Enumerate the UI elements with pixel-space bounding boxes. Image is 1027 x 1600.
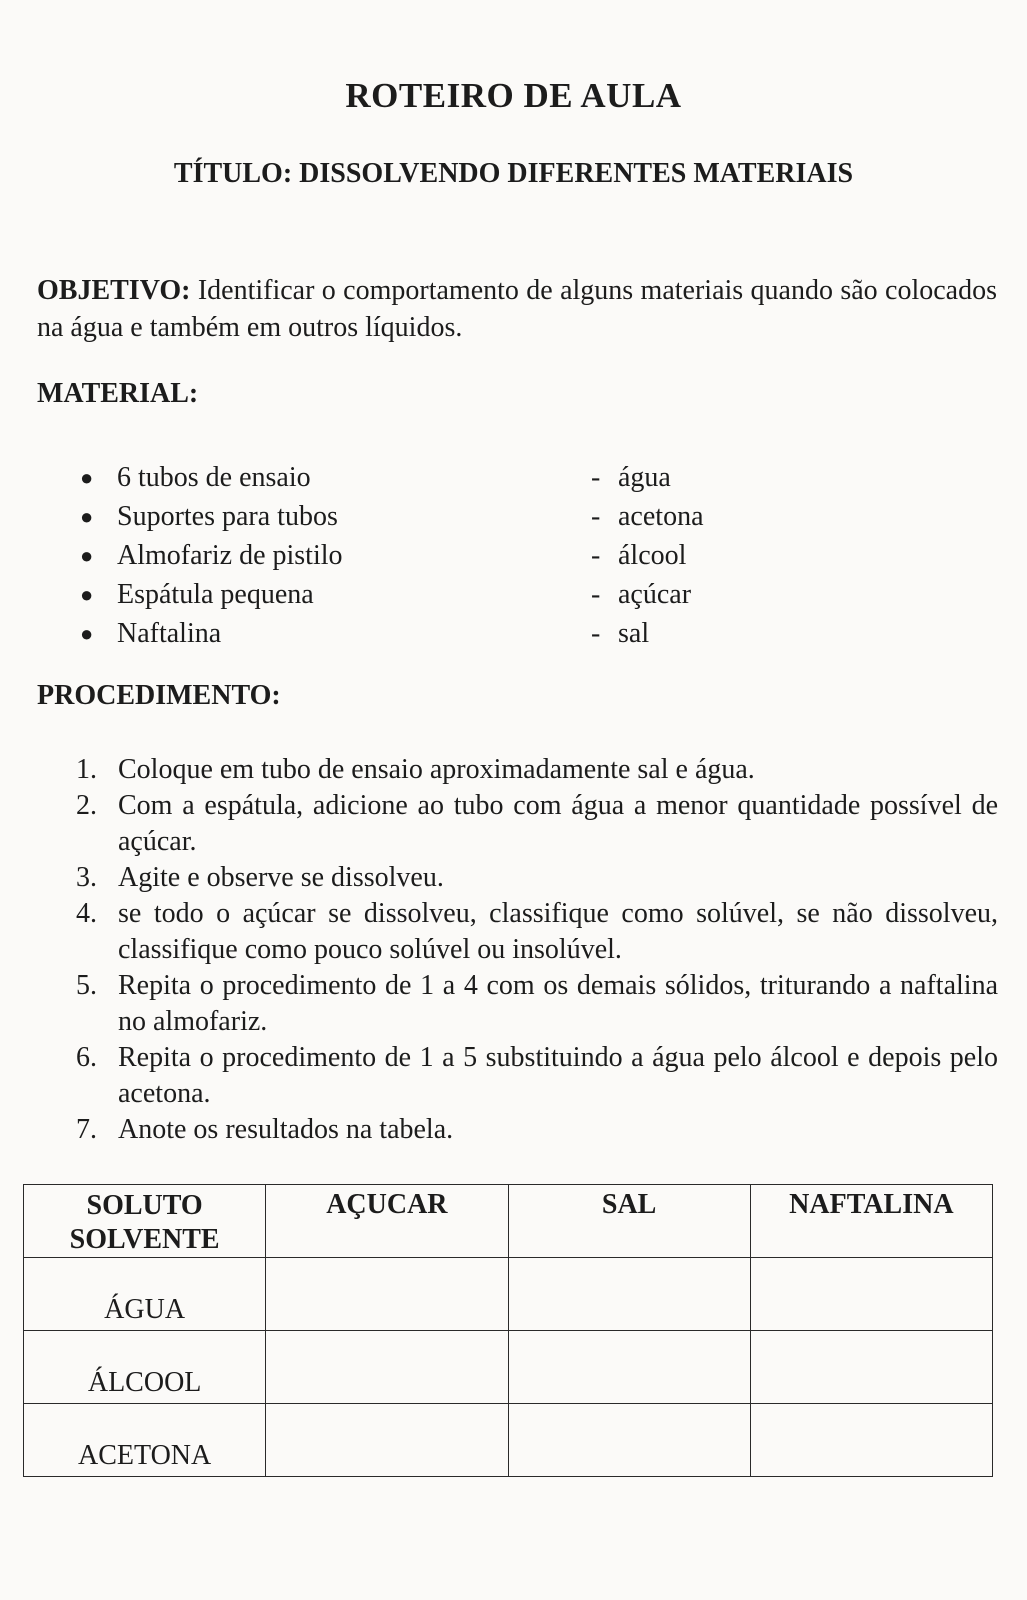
row-header-cell: ACETONA <box>24 1404 266 1477</box>
procedure-step <box>76 752 998 788</box>
step-number: 7. <box>76 1114 97 1145</box>
step-text: Coloque em tubo de ensaio aproximadamente sal e água. <box>118 754 755 785</box>
step-number: 3. <box>76 862 97 893</box>
list-item <box>80 575 343 614</box>
empty-cell[interactable] <box>750 1404 992 1477</box>
bullet-icon: ● <box>80 543 94 568</box>
equipment-item: Almofariz de pistilo <box>117 540 343 571</box>
list-item <box>80 458 343 497</box>
procedure-step <box>76 1112 998 1148</box>
list-item <box>591 536 704 575</box>
bullet-icon: ● <box>80 582 94 607</box>
column-header: NAFTALINA <box>750 1185 992 1258</box>
table-row <box>24 1331 993 1404</box>
procedure-step <box>76 896 998 968</box>
empty-cell[interactable] <box>508 1404 750 1477</box>
substance-item: álcool <box>618 540 687 571</box>
equipment-item: Suportes para tubos <box>117 501 338 532</box>
step-number: 1. <box>76 754 97 785</box>
column-header: SAL <box>508 1185 750 1258</box>
page-subtitle: TÍTULO: DISSOLVENDO DIFERENTES MATERIAIS <box>173 158 854 189</box>
bullet-icon: ● <box>80 465 94 490</box>
step-text: Com a espátula, adicione ao tubo com água a menor quantidade possível de açúcar. <box>118 790 998 857</box>
step-text: Repita o procedimento de 1 a 4 com os demais sólidos, triturando a naftalina no almofariz. <box>118 970 998 1037</box>
procedure-step <box>76 788 998 860</box>
list-item <box>80 536 343 575</box>
objective-label: OBJETIVO: <box>37 275 191 306</box>
corner-solute-label: SOLUTO <box>86 1190 203 1221</box>
results-table <box>23 1184 993 1477</box>
empty-cell[interactable] <box>750 1331 992 1404</box>
corner-header-cell <box>24 1185 266 1258</box>
objective-text: Identificar o comportamento de alguns materiais quando são colocados na água e também em outros líquidos. <box>37 275 997 343</box>
row-header-cell: ÁLCOOL <box>24 1331 266 1404</box>
step-number: 4. <box>76 898 97 929</box>
empty-cell[interactable] <box>508 1258 750 1331</box>
empty-cell[interactable] <box>266 1258 508 1331</box>
equipment-item: 6 tubos de ensaio <box>117 462 311 493</box>
procedure-heading: PROCEDIMENTO: <box>37 680 281 711</box>
procedure-step <box>76 860 998 896</box>
step-number: 5. <box>76 970 97 1001</box>
equipment-item: Naftalina <box>117 618 222 649</box>
list-item <box>591 614 704 653</box>
list-item <box>591 575 704 614</box>
substance-list <box>591 458 704 653</box>
substance-item: acetona <box>618 501 704 532</box>
bullet-icon: ● <box>80 504 94 529</box>
step-number: 2. <box>76 790 97 821</box>
page-title: ROTEIRO DE AULA <box>345 76 682 115</box>
procedure-step <box>76 968 998 1040</box>
substance-item: açúcar <box>618 579 692 610</box>
empty-cell[interactable] <box>750 1258 992 1331</box>
corner-solvent-label: SOLVENTE <box>69 1224 220 1255</box>
step-number: 6. <box>76 1042 97 1073</box>
empty-cell[interactable] <box>266 1331 508 1404</box>
procedure-step <box>76 1040 998 1112</box>
table-header-row <box>24 1185 993 1258</box>
objective-paragraph <box>37 272 997 346</box>
list-item <box>80 497 343 536</box>
step-text: Agite e observe se dissolveu. <box>118 862 444 893</box>
step-text: Repita o procedimento de 1 a 5 substituindo a água pelo álcool e depois pelo acetona. <box>118 1042 998 1109</box>
equipment-item: Espátula pequena <box>117 579 314 610</box>
list-item <box>591 497 704 536</box>
list-item <box>591 458 704 497</box>
table-row <box>24 1404 993 1477</box>
table-row <box>24 1258 993 1331</box>
material-heading: MATERIAL: <box>37 378 199 409</box>
dash-marker: - <box>591 618 601 649</box>
empty-cell[interactable] <box>508 1331 750 1404</box>
step-text: Anote os resultados na tabela. <box>118 1114 454 1145</box>
bullet-icon: ● <box>80 621 94 646</box>
dash-marker: - <box>591 579 601 610</box>
step-text: se todo o açúcar se dissolveu, classifique como solúvel, se não dissolveu, classifique como pouco solúvel ou insolúvel. <box>118 898 998 965</box>
row-header-cell: ÁGUA <box>24 1258 266 1331</box>
equipment-list <box>80 458 343 653</box>
dash-marker: - <box>591 462 601 493</box>
list-item <box>80 614 343 653</box>
empty-cell[interactable] <box>266 1404 508 1477</box>
procedure-list <box>76 752 998 1148</box>
substance-item: água <box>618 462 671 493</box>
dash-marker: - <box>591 540 601 571</box>
dash-marker: - <box>591 501 601 532</box>
column-header: AÇUCAR <box>266 1185 508 1258</box>
substance-item: sal <box>618 618 650 649</box>
